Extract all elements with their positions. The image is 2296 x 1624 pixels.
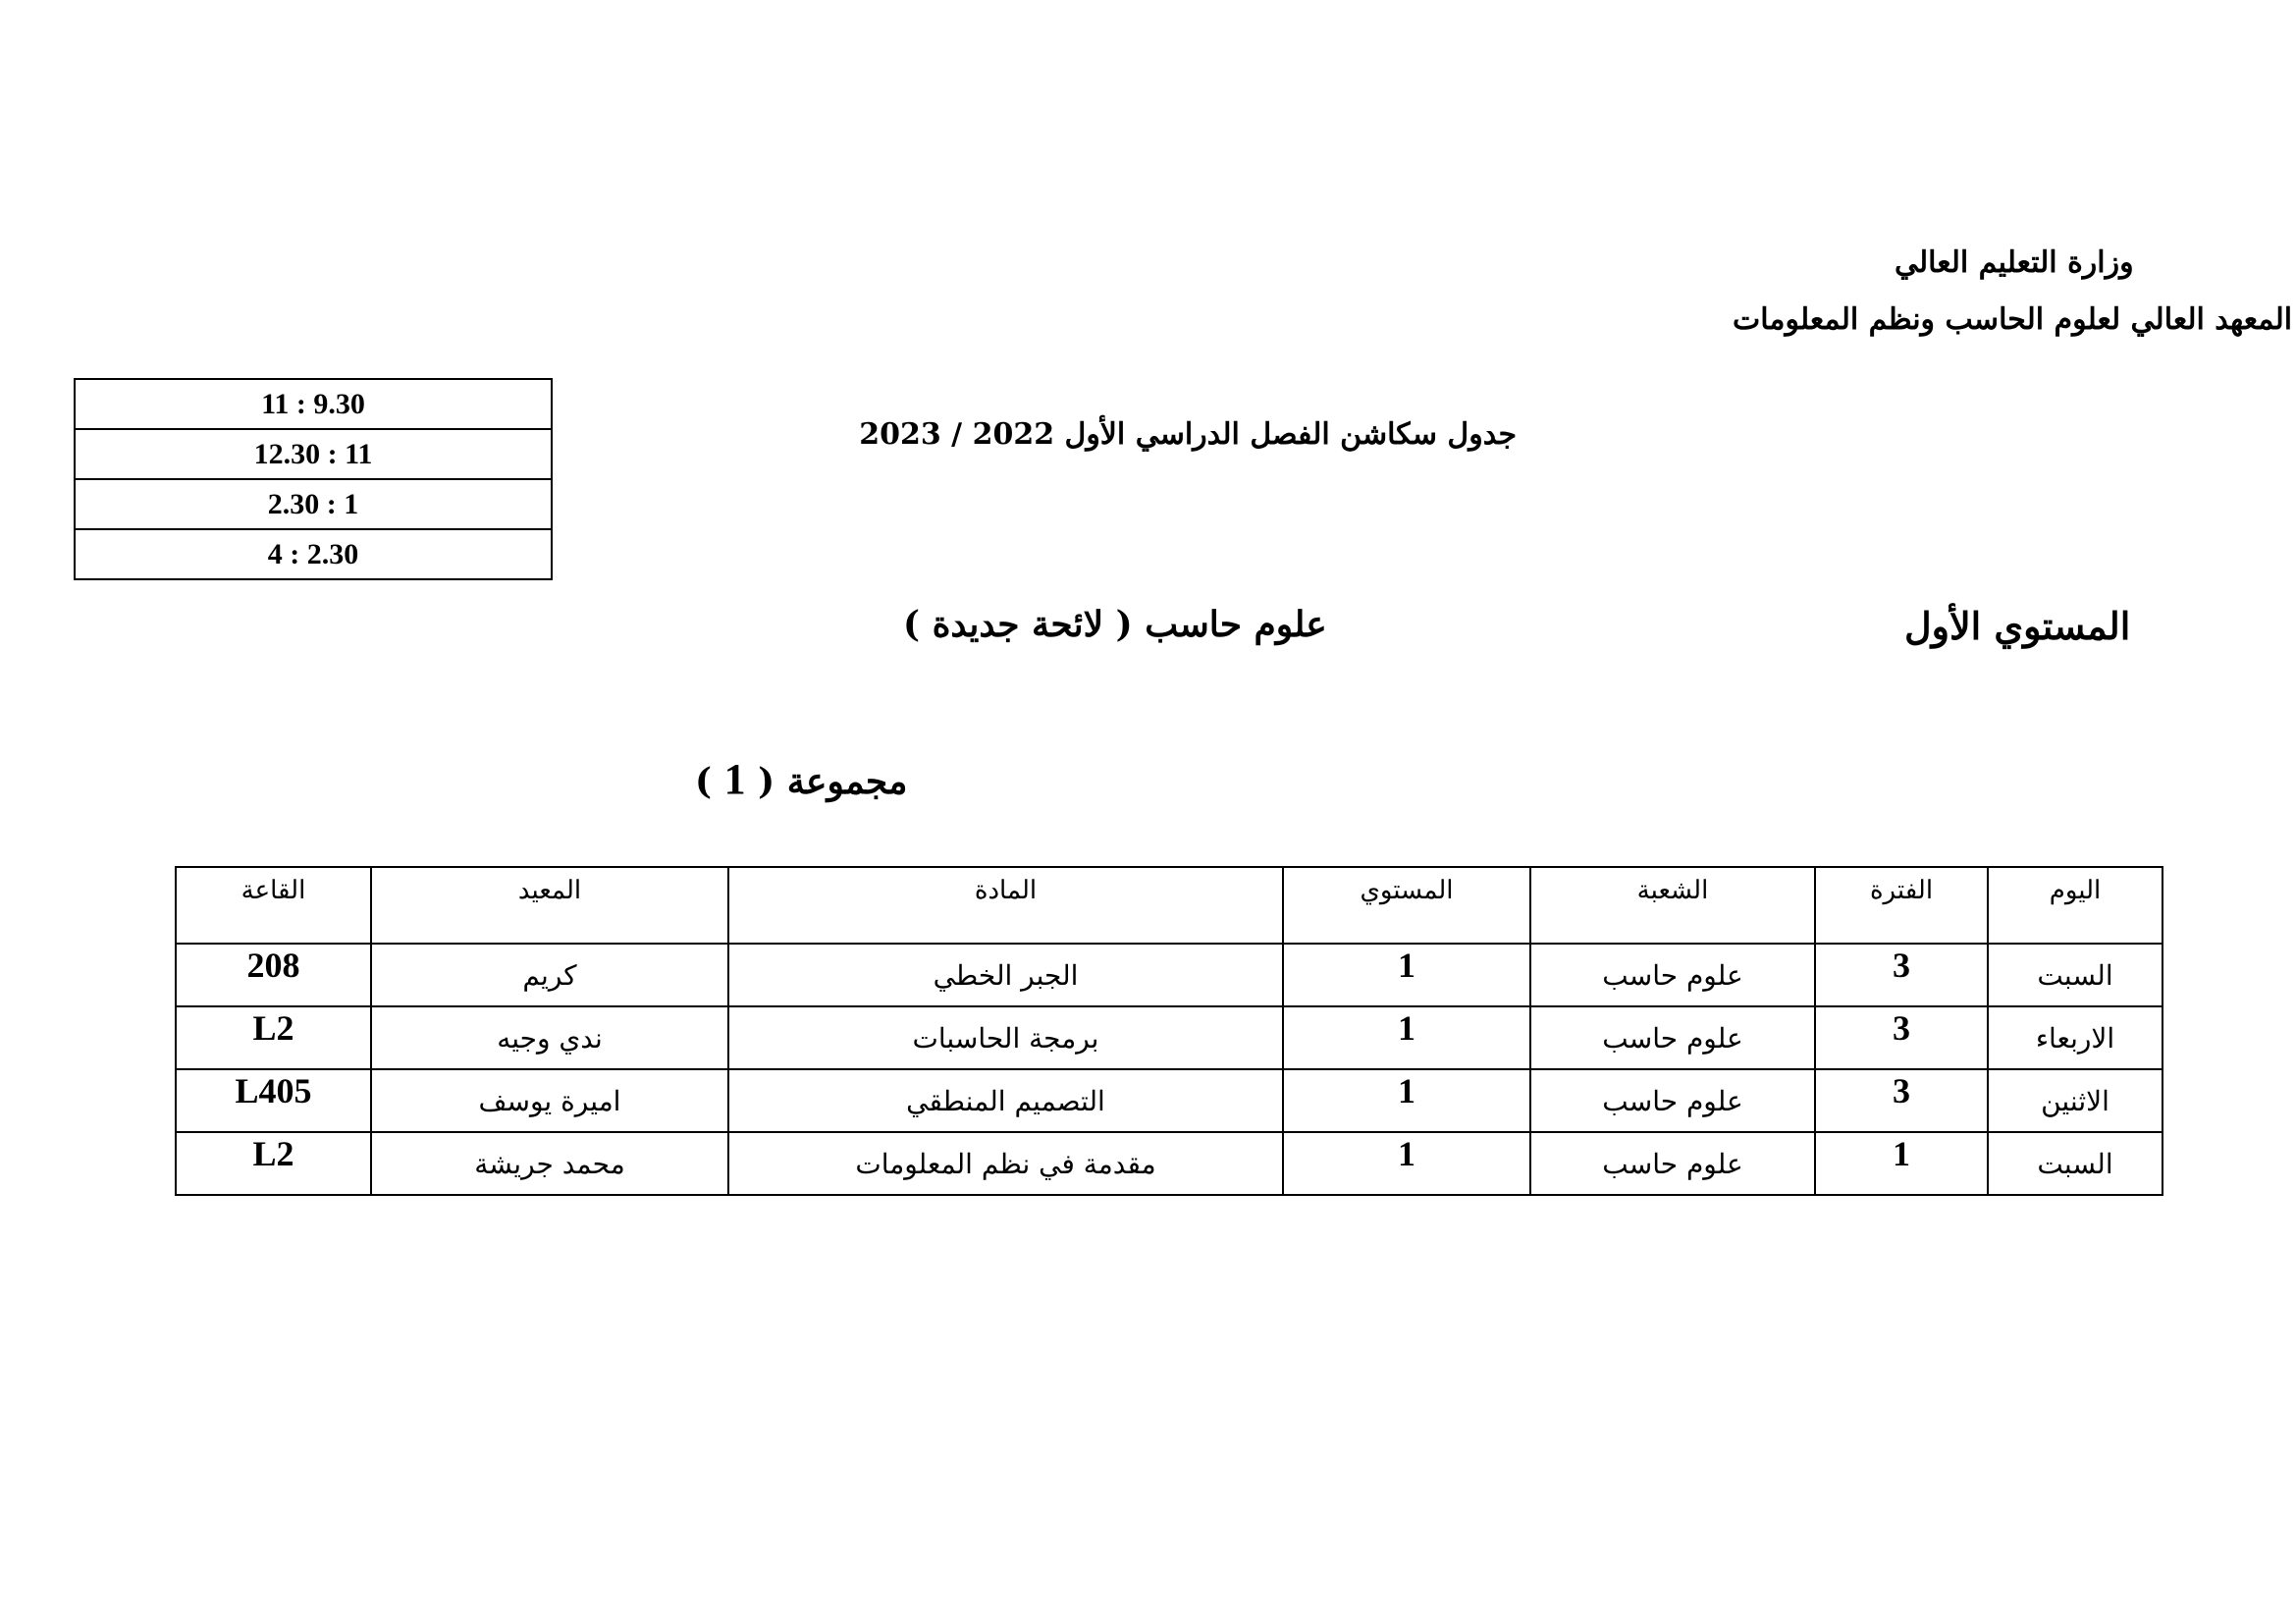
group-label: مجموعة [786, 761, 908, 802]
table-row [176, 1006, 2163, 1069]
cell-assistant: كريم [371, 944, 728, 1006]
cell-assistant: اميرة يوسف [371, 1069, 728, 1132]
cell-day: الاربعاء [1988, 1006, 2163, 1069]
cell-period: 1 [1815, 1132, 1988, 1195]
cell-division: علوم حاسب [1530, 1069, 1815, 1132]
cell-division: علوم حاسب [1530, 944, 1815, 1006]
cell-day: السبت [1988, 1132, 2163, 1195]
cell-period: 3 [1815, 1069, 1988, 1132]
institute-name: المعهد العالي لعلوم الحاسب ونظم المعلومات [1733, 302, 2293, 337]
header-division: الشعبة [1530, 867, 1815, 944]
table-row [176, 1132, 2163, 1195]
cell-period: 3 [1815, 944, 1988, 1006]
header-assistant: المعيد [371, 867, 728, 944]
group-number: 1 [723, 755, 746, 803]
level-title: المستوي الأول [1904, 604, 2131, 648]
table-row [176, 944, 2163, 1006]
period-time: 4 : 2.30 [75, 529, 552, 579]
cell-room: L2 [176, 1132, 371, 1195]
cell-level: 1 [1283, 1006, 1530, 1069]
ministry-name: وزارة التعليم العالي [1895, 245, 2134, 280]
cell-assistant: ندي وجيه [371, 1006, 728, 1069]
schedule-title: جدول سكاشن الفصل الدراسي الأول 2022 / 2023 [859, 417, 1517, 452]
period-time: 11 : 9.30 [75, 379, 552, 429]
cell-level: 1 [1283, 1132, 1530, 1195]
cell-room: 208 [176, 944, 371, 1006]
group-open-paren: ( [758, 761, 775, 802]
cell-day: الاثنين [1988, 1069, 2163, 1132]
header-room: القاعة [176, 867, 371, 944]
periods-table [74, 378, 553, 580]
cell-subject: الجبر الخطي [728, 944, 1283, 1006]
cell-division: علوم حاسب [1530, 1006, 1815, 1069]
header-subject: المادة [728, 867, 1283, 944]
cell-level: 1 [1283, 944, 1530, 1006]
cell-subject: برمجة الحاسبات [728, 1006, 1283, 1069]
cell-room: L405 [176, 1069, 371, 1132]
cell-level: 1 [1283, 1069, 1530, 1132]
cell-period: 3 [1815, 1006, 1988, 1069]
schedule-table [175, 866, 2163, 1196]
header-period: الفترة [1815, 867, 1988, 944]
cell-division: علوم حاسب [1530, 1132, 1815, 1195]
group-close-paren: ) [695, 761, 713, 802]
cell-room: L2 [176, 1006, 371, 1069]
table-row [176, 1069, 2163, 1132]
period-row [75, 529, 552, 579]
cell-assistant: محمد جريشة [371, 1132, 728, 1195]
period-row [75, 479, 552, 529]
period-time: 2.30 : 1 [75, 479, 552, 529]
period-row [75, 379, 552, 429]
group-title [695, 754, 907, 804]
table-header-row [176, 867, 2163, 944]
period-row [75, 429, 552, 479]
header-level: المستوي [1283, 867, 1530, 944]
cell-subject: التصميم المنطقي [728, 1069, 1283, 1132]
cell-subject: مقدمة في نظم المعلومات [728, 1132, 1283, 1195]
period-time: 12.30 : 11 [75, 429, 552, 479]
header-day: اليوم [1988, 867, 2163, 944]
department-title: علوم حاسب ( لائحة جديدة ) [903, 604, 1327, 645]
cell-day: السبت [1988, 944, 2163, 1006]
